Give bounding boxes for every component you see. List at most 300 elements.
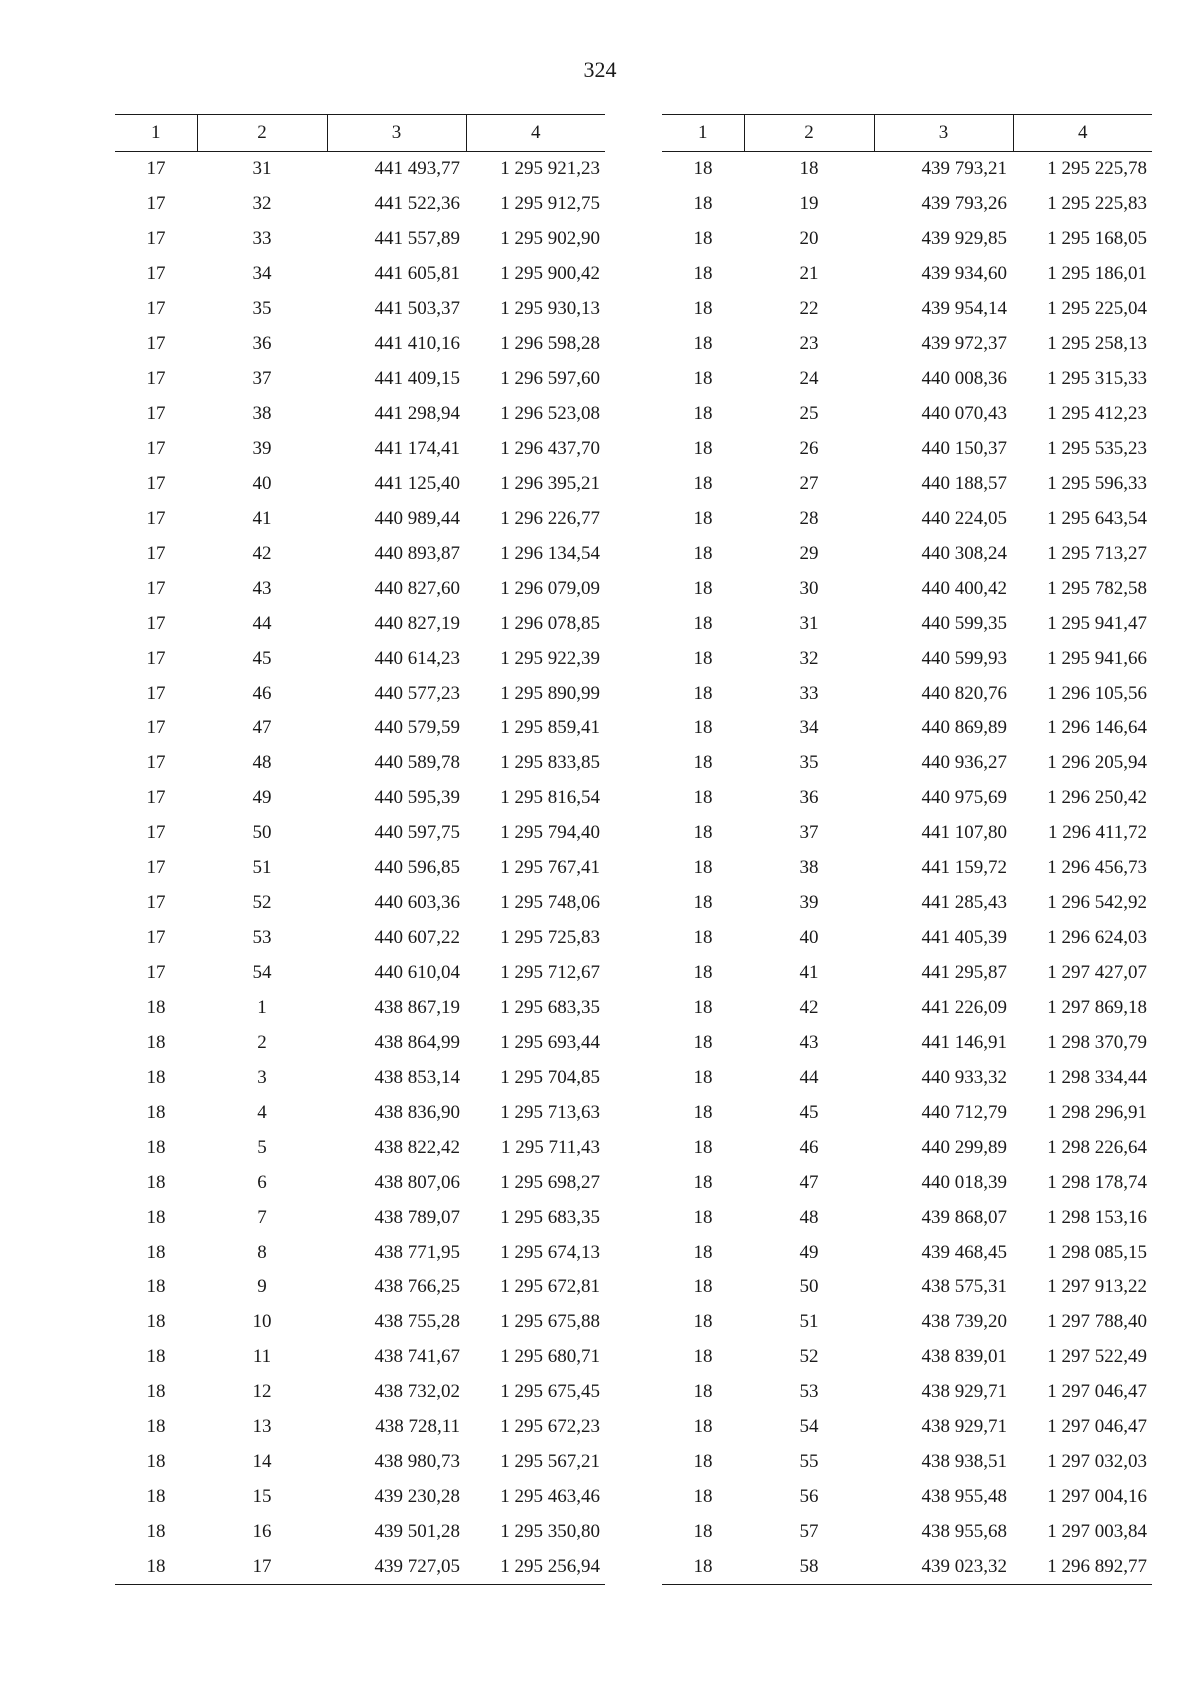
table-cell-col-1: 18 xyxy=(693,228,713,250)
table-cell-col-1: 18 xyxy=(693,472,713,494)
table-cell-col-1: 18 xyxy=(115,1550,197,1585)
table-row xyxy=(662,606,1152,641)
table-cell-col-3: 440 989,44 xyxy=(374,507,460,529)
table-cell-col-3: 440 224,05 xyxy=(921,507,1007,529)
column-header-4: 4 xyxy=(466,115,605,152)
table-cell-col-4: 1 295 315,33 xyxy=(1047,368,1147,390)
table-cell-col-2: 32 xyxy=(799,647,819,669)
table-cell-col-3: 439 793,26 xyxy=(921,193,1007,215)
table-cell-col-2: 38 xyxy=(252,403,272,425)
table-row xyxy=(662,746,1152,781)
table-cell-col-3: 438 938,51 xyxy=(921,1451,1007,1473)
table-cell-col-4: 1 297 032,03 xyxy=(1047,1451,1147,1473)
table-cell-col-1: 18 xyxy=(146,1066,166,1088)
table-row xyxy=(115,1095,605,1130)
table-cell-col-2: 23 xyxy=(799,333,819,355)
table-cell-col-1: 18 xyxy=(693,507,713,529)
table-cell-col-4: 1 295 859,41 xyxy=(500,717,600,739)
table-cell-col-2: 31 xyxy=(252,158,272,180)
table-cell-col-4: 1 296 134,54 xyxy=(500,542,600,564)
table-cell-col-1: 17 xyxy=(146,368,166,390)
table-row xyxy=(662,1515,1152,1550)
table-cell-col-1: 17 xyxy=(146,542,166,564)
table-cell-col-4: 1 295 412,23 xyxy=(1047,403,1147,425)
table-cell-col-2: 3 xyxy=(257,1066,267,1088)
table-cell-col-4: 1 295 693,44 xyxy=(500,1031,600,1053)
table-cell-col-4: 1 295 748,06 xyxy=(500,892,600,914)
table-cell-col-4: 1 295 672,23 xyxy=(500,1416,600,1438)
table-cell-col-2: 41 xyxy=(799,962,819,984)
table-cell-col-3: 439 727,05 xyxy=(327,1550,466,1585)
table-cell-col-2: 47 xyxy=(799,1171,819,1193)
table-cell-col-1: 18 xyxy=(693,717,713,739)
table-cell-col-2: 47 xyxy=(252,717,272,739)
table-cell-col-4: 1 297 427,07 xyxy=(1047,962,1147,984)
table-cell-col-2: 36 xyxy=(252,333,272,355)
table-cell-col-2: 49 xyxy=(252,787,272,809)
table-cell-col-4: 1 298 085,15 xyxy=(1047,1241,1147,1263)
table-cell-col-3: 440 188,57 xyxy=(921,472,1007,494)
table-cell-col-2: 4 xyxy=(257,1101,267,1123)
table-cell-col-1: 18 xyxy=(146,1136,166,1158)
table-cell-col-2: 5 xyxy=(257,1136,267,1158)
table-cell-col-3: 439 793,21 xyxy=(921,158,1007,180)
table-cell-col-3: 440 400,42 xyxy=(921,577,1007,599)
table-cell-col-2: 12 xyxy=(252,1381,272,1403)
table-cell-col-4: 1 295 816,54 xyxy=(500,787,600,809)
table-cell-col-4: 1 295 350,80 xyxy=(500,1521,600,1543)
table-row xyxy=(115,397,605,432)
table-cell-col-1: 17 xyxy=(146,333,166,355)
table-cell-col-2: 50 xyxy=(252,822,272,844)
column-header-3: 3 xyxy=(874,115,1013,152)
table-row xyxy=(662,432,1152,467)
table-row xyxy=(115,536,605,571)
table-cell-col-4: 1 296 542,92 xyxy=(1047,892,1147,914)
table-cell-col-3: 438 766,25 xyxy=(374,1276,460,1298)
table-cell-col-4: 1 296 598,28 xyxy=(500,333,600,355)
table-cell-col-3: 441 174,41 xyxy=(374,437,460,459)
table-cell-col-2: 44 xyxy=(252,612,272,634)
table-cell-col-3: 441 405,39 xyxy=(921,927,1007,949)
table-cell-col-3: 441 605,81 xyxy=(374,263,460,285)
table-cell-col-2: 49 xyxy=(799,1241,819,1263)
table-cell-col-3: 440 599,35 xyxy=(921,612,1007,634)
table-cell-col-1: 18 xyxy=(693,612,713,634)
table-cell-col-2: 34 xyxy=(799,717,819,739)
table-cell-col-3: 441 557,89 xyxy=(374,228,460,250)
table-cell-col-1: 18 xyxy=(662,1550,744,1585)
table-row xyxy=(662,1445,1152,1480)
table-cell-col-1: 18 xyxy=(693,263,713,285)
table-row xyxy=(662,362,1152,397)
table-cell-col-1: 18 xyxy=(146,1276,166,1298)
table-cell-col-1: 18 xyxy=(693,368,713,390)
table-cell-col-1: 17 xyxy=(146,927,166,949)
table-cell-col-1: 18 xyxy=(146,1031,166,1053)
table-row xyxy=(662,921,1152,956)
table-cell-col-3: 440 607,22 xyxy=(374,927,460,949)
table-cell-col-3: 440 603,36 xyxy=(374,892,460,914)
table-cell-col-1: 17 xyxy=(146,962,166,984)
table-cell-col-2: 35 xyxy=(252,298,272,320)
table-cell-col-4: 1 297 046,47 xyxy=(1047,1381,1147,1403)
table-cell-col-4: 1 296 437,70 xyxy=(500,437,600,459)
table-cell-col-3: 440 827,60 xyxy=(374,577,460,599)
table-cell-col-2: 48 xyxy=(799,1206,819,1228)
table-cell-col-1: 17 xyxy=(146,647,166,669)
table-row xyxy=(662,1165,1152,1200)
table-row xyxy=(115,676,605,711)
table-cell-col-2: 51 xyxy=(252,857,272,879)
table-cell-col-3: 440 614,23 xyxy=(374,647,460,669)
table-cell-col-2: 43 xyxy=(252,577,272,599)
table-cell-col-3: 441 146,91 xyxy=(921,1031,1007,1053)
table-cell-col-4: 1 296 597,60 xyxy=(500,368,600,390)
table-cell-col-2: 51 xyxy=(799,1311,819,1333)
table-cell-col-4: 1 298 296,91 xyxy=(1047,1101,1147,1123)
table-row xyxy=(662,1025,1152,1060)
table-cell-col-2: 20 xyxy=(799,228,819,250)
table-cell-col-2: 28 xyxy=(799,507,819,529)
table-row xyxy=(662,1410,1152,1445)
table-cell-col-4: 1 296 079,09 xyxy=(500,577,600,599)
table-cell-col-1: 17 xyxy=(146,682,166,704)
table-cell-col-1: 18 xyxy=(693,1241,713,1263)
table-cell-col-3: 439 972,37 xyxy=(921,333,1007,355)
table-cell-col-1: 18 xyxy=(693,1451,713,1473)
table-cell-col-3: 439 954,14 xyxy=(921,298,1007,320)
table-cell-col-4: 1 297 913,22 xyxy=(1047,1276,1147,1298)
table-cell-col-1: 18 xyxy=(693,1206,713,1228)
table-cell-col-4: 1 295 922,39 xyxy=(500,647,600,669)
table-cell-col-2: 46 xyxy=(799,1136,819,1158)
table-row xyxy=(662,1375,1152,1410)
table-cell-col-2: 38 xyxy=(799,857,819,879)
column-header-1: 1 xyxy=(662,115,744,152)
table-cell-col-1: 18 xyxy=(693,1171,713,1193)
table-cell-col-3: 438 728,11 xyxy=(375,1416,460,1438)
table-cell-col-4: 1 298 178,74 xyxy=(1047,1171,1147,1193)
table-cell-col-4: 1 295 782,58 xyxy=(1047,577,1147,599)
table-row xyxy=(662,956,1152,991)
table-cell-col-1: 18 xyxy=(693,577,713,599)
table-cell-col-4: 1 295 596,33 xyxy=(1047,472,1147,494)
table-row xyxy=(662,1550,1152,1585)
table-cell-col-1: 17 xyxy=(146,892,166,914)
table-row xyxy=(115,956,605,991)
table-row xyxy=(115,1515,605,1550)
table-cell-col-4: 1 295 168,05 xyxy=(1047,228,1147,250)
table-cell-col-1: 18 xyxy=(146,1521,166,1543)
table-row xyxy=(662,536,1152,571)
table-cell-col-4: 1 297 869,18 xyxy=(1047,996,1147,1018)
table-cell-col-1: 18 xyxy=(693,752,713,774)
table-cell-col-3: 440 595,39 xyxy=(374,787,460,809)
table-row xyxy=(115,1130,605,1165)
table-cell-col-2: 37 xyxy=(252,368,272,390)
table-cell-col-2: 13 xyxy=(252,1416,272,1438)
table-cell-col-3: 440 008,36 xyxy=(921,368,1007,390)
column-header-3: 3 xyxy=(327,115,466,152)
table-row xyxy=(115,432,605,467)
table-row xyxy=(662,1305,1152,1340)
table-cell-col-4: 1 297 788,40 xyxy=(1047,1311,1147,1333)
table-cell-col-4: 1 298 226,64 xyxy=(1047,1136,1147,1158)
table-cell-col-1: 17 xyxy=(146,787,166,809)
table-cell-col-2: 52 xyxy=(799,1346,819,1368)
table-cell-col-4: 1 295 225,04 xyxy=(1047,298,1147,320)
table-row xyxy=(662,991,1152,1026)
table-cell-col-4: 1 295 675,45 xyxy=(500,1381,600,1403)
table-row xyxy=(662,1480,1152,1515)
table-cell-col-2: 26 xyxy=(799,437,819,459)
table-cell-col-1: 18 xyxy=(693,787,713,809)
table-cell-col-3: 440 599,93 xyxy=(921,647,1007,669)
table-row xyxy=(662,711,1152,746)
table-cell-col-3: 440 150,37 xyxy=(921,437,1007,459)
table-cell-col-3: 440 589,78 xyxy=(374,752,460,774)
table-cell-col-4: 1 295 225,83 xyxy=(1047,193,1147,215)
table-cell-col-4: 1 295 711,43 xyxy=(500,1136,600,1158)
table-cell-col-2: 9 xyxy=(257,1276,267,1298)
table-cell-col-4: 1 295 890,99 xyxy=(500,682,600,704)
table-row xyxy=(115,746,605,781)
table-cell-col-4: 1 296 146,64 xyxy=(1047,717,1147,739)
column-header-2: 2 xyxy=(197,115,327,152)
table-header-row xyxy=(115,115,605,152)
table-cell-col-2: 24 xyxy=(799,368,819,390)
table-cell-col-1: 18 xyxy=(693,647,713,669)
table-cell-col-4: 1 295 930,13 xyxy=(500,298,600,320)
table-cell-col-2: 43 xyxy=(799,1031,819,1053)
table-cell-col-3: 438 575,31 xyxy=(921,1276,1007,1298)
table-row xyxy=(115,1165,605,1200)
table-cell-col-2: 1 xyxy=(257,996,267,1018)
table-cell-col-3: 439 023,32 xyxy=(874,1550,1013,1585)
table-cell-col-1: 17 xyxy=(146,298,166,320)
table-row xyxy=(662,222,1152,257)
table-row xyxy=(662,397,1152,432)
table-cell-col-2: 7 xyxy=(257,1206,267,1228)
table-cell-col-4: 1 297 522,49 xyxy=(1047,1346,1147,1368)
table-cell-col-4: 1 296 624,03 xyxy=(1047,927,1147,949)
table-cell-col-3: 441 503,37 xyxy=(374,298,460,320)
table-cell-col-2: 52 xyxy=(252,892,272,914)
table-row xyxy=(115,222,605,257)
table-row xyxy=(115,1270,605,1305)
table-row xyxy=(115,1025,605,1060)
table-cell-col-1: 18 xyxy=(693,822,713,844)
table-cell-col-1: 17 xyxy=(146,193,166,215)
table-cell-col-3: 438 955,48 xyxy=(921,1486,1007,1508)
table-cell-col-4: 1 295 567,21 xyxy=(500,1451,600,1473)
table-cell-col-1: 18 xyxy=(693,1101,713,1123)
table-cell-col-2: 46 xyxy=(252,682,272,704)
table-cell-col-1: 18 xyxy=(693,857,713,879)
table-cell-col-1: 18 xyxy=(693,1276,713,1298)
table-cell-col-1: 17 xyxy=(146,577,166,599)
table-cell-col-3: 438 839,01 xyxy=(921,1346,1007,1368)
table-row xyxy=(115,362,605,397)
table-cell-col-1: 18 xyxy=(693,1031,713,1053)
table-cell-col-4: 1 295 941,66 xyxy=(1047,647,1147,669)
table-cell-col-2: 33 xyxy=(799,682,819,704)
column-header-2: 2 xyxy=(744,115,874,152)
table-cell-col-1: 17 xyxy=(146,263,166,285)
table-cell-col-1: 18 xyxy=(693,1381,713,1403)
column-header-1: 1 xyxy=(115,115,197,152)
table-cell-col-1: 18 xyxy=(693,1346,713,1368)
table-cell-col-3: 438 980,73 xyxy=(374,1451,460,1473)
table-cell-col-3: 440 975,69 xyxy=(921,787,1007,809)
table-cell-col-1: 18 xyxy=(693,996,713,1018)
table-row xyxy=(115,1550,605,1585)
table-cell-col-2: 44 xyxy=(799,1066,819,1088)
table-cell-col-1: 17 xyxy=(146,717,166,739)
table-row xyxy=(115,327,605,362)
table-cell-col-1: 17 xyxy=(146,472,166,494)
table-cell-col-2: 53 xyxy=(799,1381,819,1403)
table-cell-col-4: 1 295 941,47 xyxy=(1047,612,1147,634)
table-cell-col-3: 438 741,67 xyxy=(374,1346,460,1368)
table-cell-col-1: 18 xyxy=(146,1451,166,1473)
table-row xyxy=(662,1340,1152,1375)
table-cell-col-4: 1 295 794,40 xyxy=(500,822,600,844)
table-cell-col-1: 18 xyxy=(693,1066,713,1088)
table-cell-col-2: 50 xyxy=(799,1276,819,1298)
table-cell-col-4: 1 295 186,01 xyxy=(1047,263,1147,285)
table-cell-col-1: 18 xyxy=(693,1416,713,1438)
table-cell-col-2: 19 xyxy=(799,193,819,215)
table-cell-col-1: 17 xyxy=(146,612,166,634)
table-cell-col-3: 440 936,27 xyxy=(921,752,1007,774)
table-cell-col-4: 1 295 225,78 xyxy=(1047,158,1147,180)
table-cell-col-3: 438 732,02 xyxy=(374,1381,460,1403)
table-cell-col-4: 1 296 523,08 xyxy=(500,403,600,425)
table-row xyxy=(115,292,605,327)
table-cell-col-1: 18 xyxy=(693,1486,713,1508)
table-cell-col-1: 17 xyxy=(146,822,166,844)
table-cell-col-2: 2 xyxy=(257,1031,267,1053)
table-cell-col-3: 441 107,80 xyxy=(921,822,1007,844)
table-cell-col-2: 15 xyxy=(252,1486,272,1508)
table-row xyxy=(115,1480,605,1515)
table-cell-col-1: 18 xyxy=(693,927,713,949)
table-cell-col-2: 39 xyxy=(799,892,819,914)
table-cell-col-3: 440 827,19 xyxy=(374,612,460,634)
table-cell-col-1: 18 xyxy=(693,298,713,320)
table-cell-col-3: 440 308,24 xyxy=(921,542,1007,564)
table-cell-col-3: 439 929,85 xyxy=(921,228,1007,250)
table-cell-col-2: 29 xyxy=(799,542,819,564)
table-cell-col-2: 45 xyxy=(252,647,272,669)
table-cell-col-1: 18 xyxy=(146,1101,166,1123)
table-cell-col-2: 54 xyxy=(252,962,272,984)
table-row xyxy=(115,187,605,222)
table-cell-col-4: 1 298 370,79 xyxy=(1047,1031,1147,1053)
table-cell-col-2: 42 xyxy=(252,542,272,564)
table-cell-col-2: 34 xyxy=(252,263,272,285)
table-cell-col-2: 48 xyxy=(252,752,272,774)
table-cell-col-4: 1 295 643,54 xyxy=(1047,507,1147,529)
table-cell-col-3: 439 501,28 xyxy=(374,1521,460,1543)
table-cell-col-2: 53 xyxy=(252,927,272,949)
table-row xyxy=(115,851,605,886)
table-row xyxy=(115,641,605,676)
table-row xyxy=(662,1095,1152,1130)
table-row xyxy=(115,711,605,746)
table-cell-col-2: 56 xyxy=(799,1486,819,1508)
table-cell-col-4: 1 296 892,77 xyxy=(1013,1550,1152,1585)
table-cell-col-4: 1 298 153,16 xyxy=(1047,1206,1147,1228)
table-cell-col-4: 1 297 004,16 xyxy=(1047,1486,1147,1508)
table-row xyxy=(115,1060,605,1095)
table-cell-col-3: 440 070,43 xyxy=(921,403,1007,425)
table-cell-col-4: 1 295 683,35 xyxy=(500,1206,600,1228)
table-cell-col-3: 440 820,76 xyxy=(921,682,1007,704)
table-row xyxy=(115,886,605,921)
page-number: 324 xyxy=(583,57,617,82)
table-cell-col-3: 439 468,45 xyxy=(921,1241,1007,1263)
table-cell-col-3: 441 410,16 xyxy=(374,333,460,355)
table-row xyxy=(115,1200,605,1235)
table-cell-col-4: 1 296 226,77 xyxy=(500,507,600,529)
table-cell-col-4: 1 297 046,47 xyxy=(1047,1416,1147,1438)
table-cell-col-3: 438 867,19 xyxy=(374,996,460,1018)
table-row xyxy=(662,152,1152,187)
table-cell-col-3: 441 159,72 xyxy=(921,857,1007,879)
table-cell-col-3: 441 298,94 xyxy=(374,403,460,425)
table-cell-col-3: 441 285,43 xyxy=(921,892,1007,914)
table-cell-col-3: 440 299,89 xyxy=(921,1136,1007,1158)
table-cell-col-2: 36 xyxy=(799,787,819,809)
table-cell-col-1: 18 xyxy=(693,1311,713,1333)
table-cell-col-3: 440 610,04 xyxy=(374,962,460,984)
table-cell-col-1: 18 xyxy=(693,1136,713,1158)
table-cell-col-3: 438 955,68 xyxy=(921,1521,1007,1543)
table-cell-col-4: 1 297 003,84 xyxy=(1047,1521,1147,1543)
table-cell-col-2: 18 xyxy=(799,158,819,180)
table-row xyxy=(115,152,605,187)
table-body xyxy=(115,152,605,1585)
table-cell-col-4: 1 295 256,94 xyxy=(466,1550,605,1585)
table-cell-col-1: 18 xyxy=(146,1311,166,1333)
table-cell-col-2: 21 xyxy=(799,263,819,285)
table-cell-col-4: 1 295 680,71 xyxy=(500,1346,600,1368)
table-cell-col-3: 438 864,99 xyxy=(374,1031,460,1053)
table-cell-col-4: 1 295 672,81 xyxy=(500,1276,600,1298)
table-row xyxy=(115,501,605,536)
table-cell-col-4: 1 296 456,73 xyxy=(1047,857,1147,879)
table-row xyxy=(662,466,1152,501)
table-cell-col-2: 35 xyxy=(799,752,819,774)
table-cell-col-2: 14 xyxy=(252,1451,272,1473)
table-cell-col-1: 18 xyxy=(693,193,713,215)
table-row xyxy=(115,816,605,851)
table-cell-col-4: 1 295 704,85 xyxy=(500,1066,600,1088)
table-cell-col-4: 1 295 683,35 xyxy=(500,996,600,1018)
table-row xyxy=(115,991,605,1026)
table-row xyxy=(662,851,1152,886)
table-cell-col-3: 438 789,07 xyxy=(374,1206,460,1228)
table-cell-col-1: 18 xyxy=(693,542,713,564)
table-cell-col-1: 17 xyxy=(146,228,166,250)
table-cell-col-4: 1 296 395,21 xyxy=(500,472,600,494)
table-cell-col-3: 441 295,87 xyxy=(921,962,1007,984)
table-row xyxy=(662,886,1152,921)
table-cell-col-1: 18 xyxy=(693,682,713,704)
